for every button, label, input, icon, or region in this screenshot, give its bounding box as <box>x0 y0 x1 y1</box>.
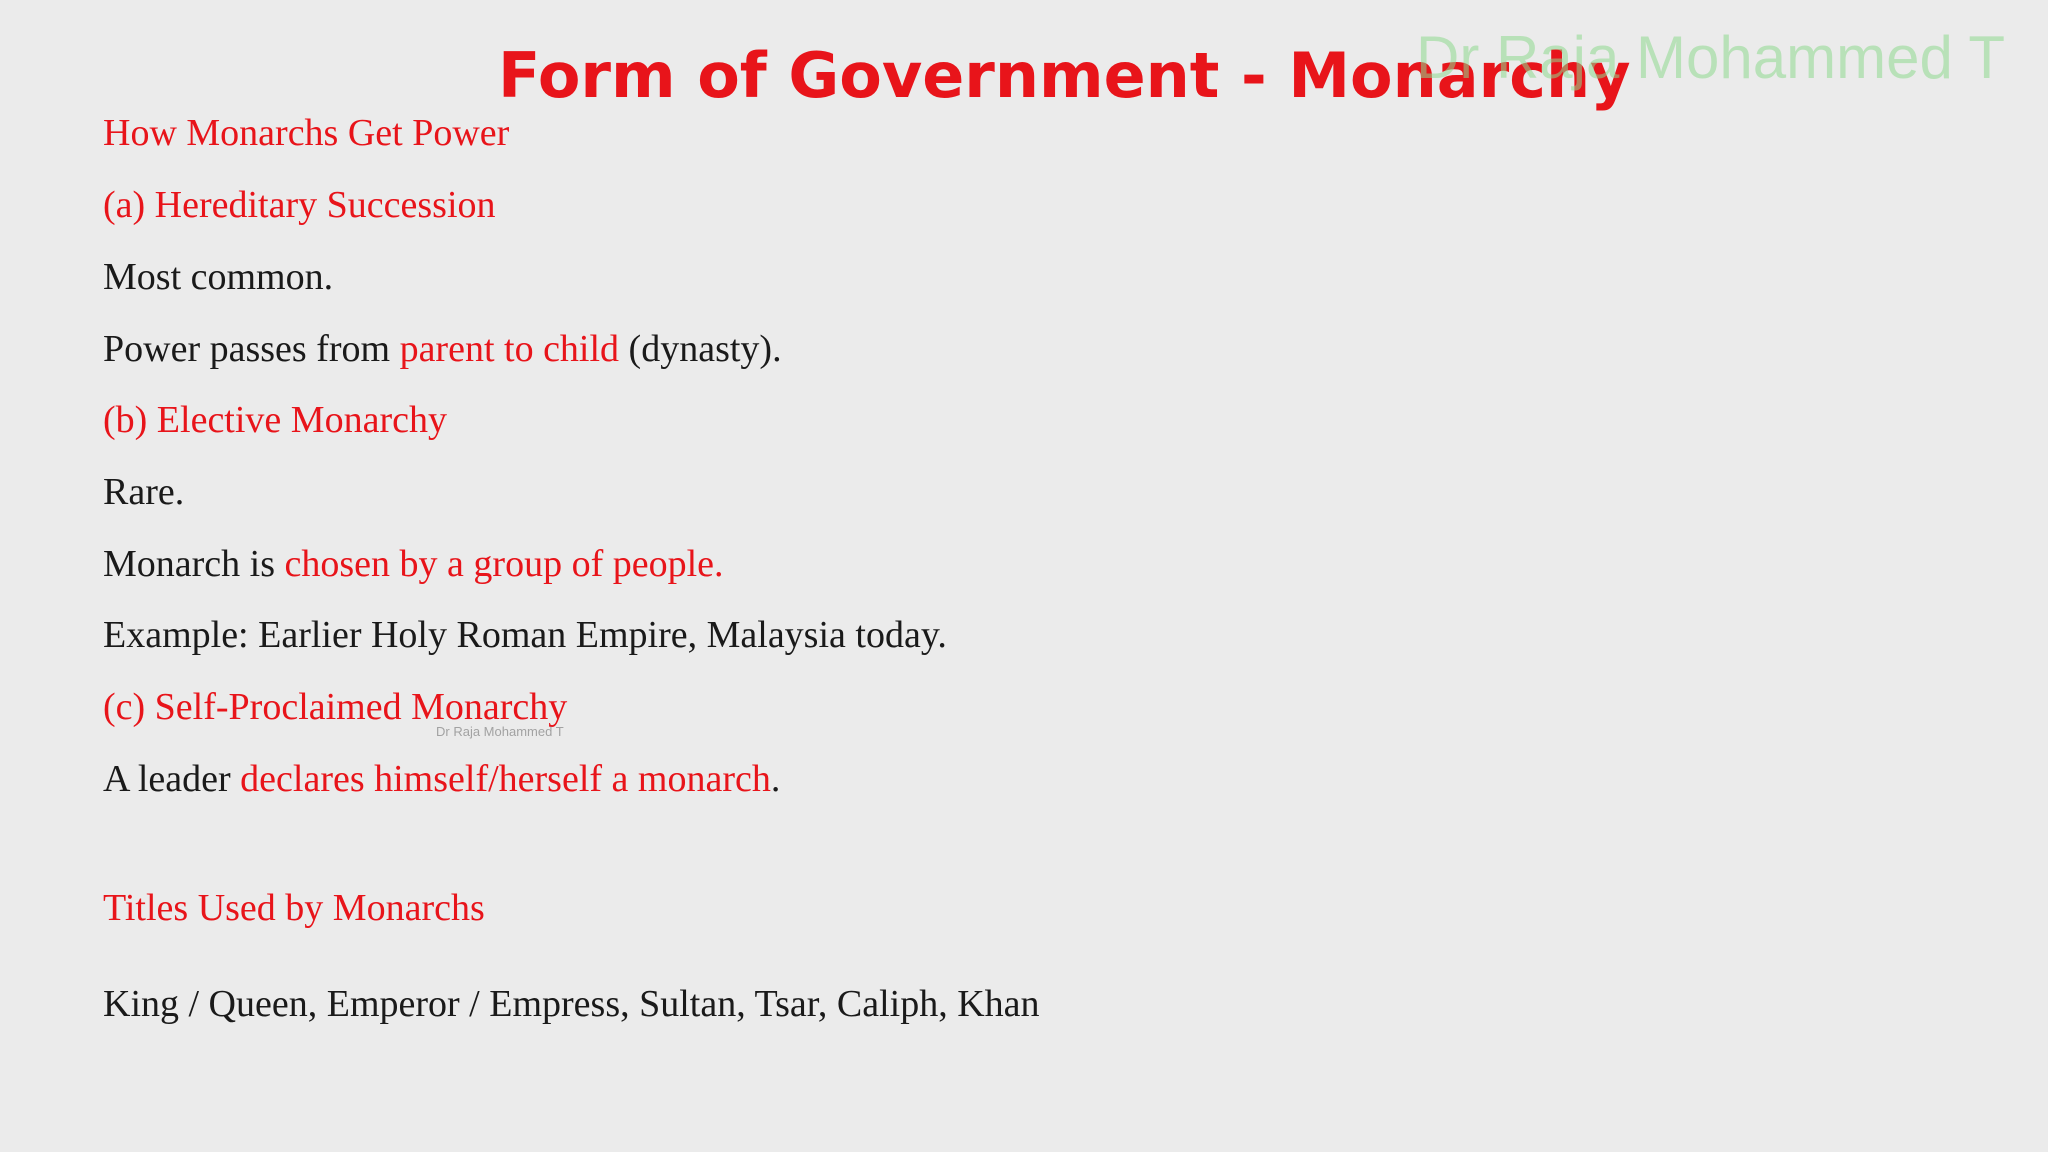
text-segment: (dynasty). <box>619 328 782 370</box>
slide-title: Form of Government - Monarchy <box>498 39 1631 112</box>
text-power-passes <box>103 326 782 372</box>
text-segment: A leader <box>103 758 241 800</box>
text-monarch-is-chosen <box>103 541 724 587</box>
subheading-hereditary-succession: (a) Hereditary Succession <box>103 184 496 226</box>
text-segment: . <box>770 758 781 800</box>
subheading-self-proclaimed-monarchy: (c) Self-Proclaimed Monarchy <box>103 686 568 728</box>
text-leader-declares <box>103 756 780 802</box>
text-rare: Rare. <box>103 471 185 513</box>
watermark-small: Dr Raja Mohammed T <box>436 724 564 739</box>
section-heading-how-monarchs-get-power: How Monarchs Get Power <box>103 112 510 154</box>
text-example: Example: Earlier Holy Roman Empire, Malaysia today. <box>103 614 947 656</box>
watermark-top: Dr Raja Mohammed T <box>1416 24 2006 91</box>
text-titles-list: King / Queen, Emperor / Empress, Sultan, Tsar, Caliph, Khan <box>103 983 1040 1025</box>
text-most-common: Most common. <box>103 256 334 298</box>
highlight-chosen-by-group: chosen by a group of people. <box>284 543 724 585</box>
highlight-declares-monarch: declares himself/herself a monarch <box>240 758 771 800</box>
text-segment: Power passes from <box>103 328 400 370</box>
section-heading-titles: Titles Used by Monarchs <box>103 887 485 929</box>
highlight-parent-to-child: parent to child <box>399 328 620 370</box>
text-segment: Monarch is <box>103 543 285 585</box>
subheading-elective-monarchy: (b) Elective Monarchy <box>103 399 447 441</box>
